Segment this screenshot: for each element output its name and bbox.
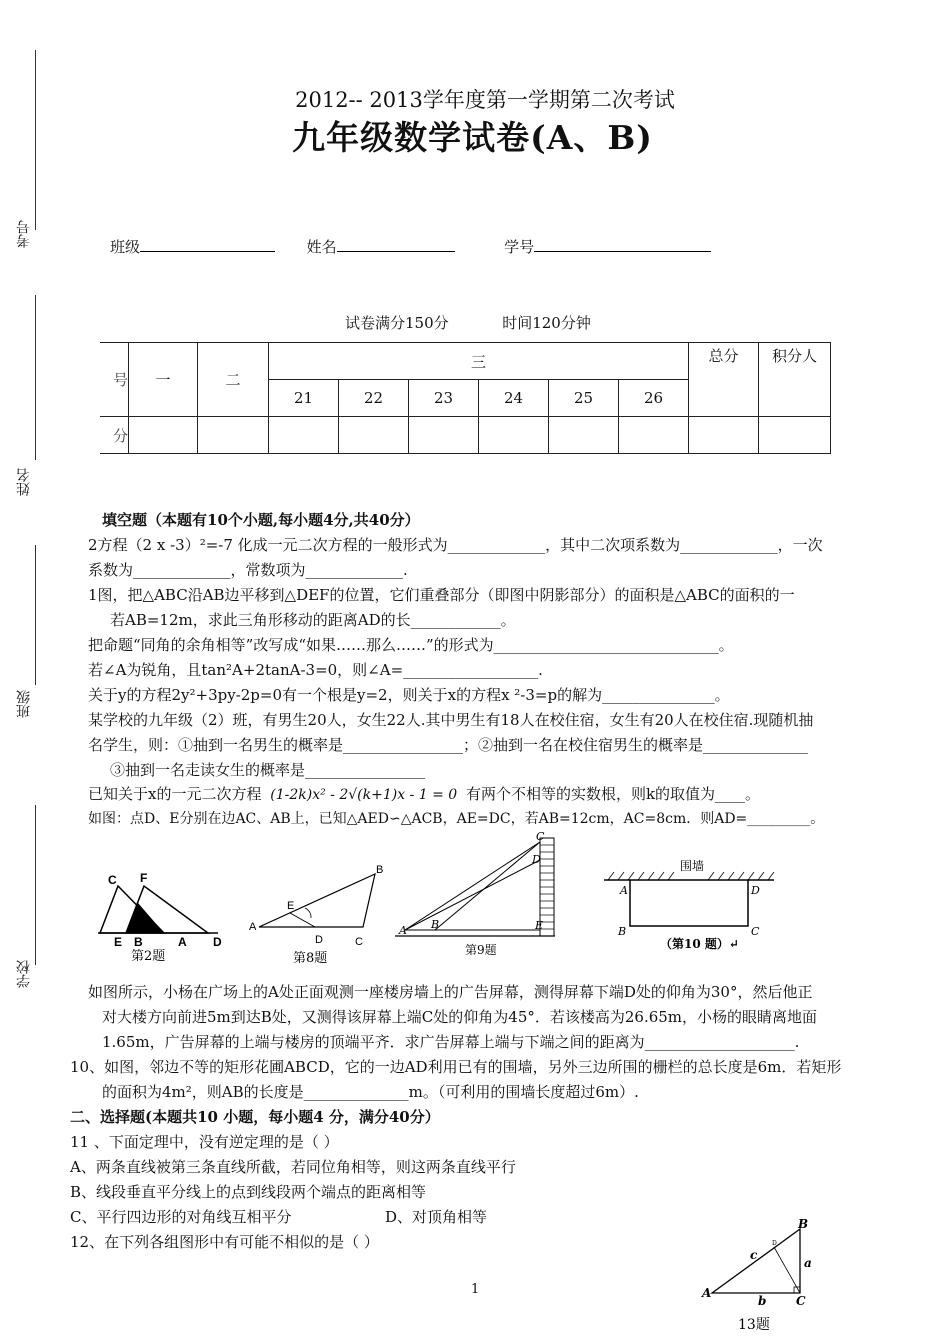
margin-label-class: 班级	[16, 690, 32, 718]
label-d: D	[751, 884, 760, 897]
page-number: 1	[471, 1282, 480, 1297]
question-11: 11 、下面定理中，没有逆定理的是（ ）	[70, 1133, 339, 1151]
label-b-side: b	[758, 1294, 767, 1308]
label-d: D	[213, 935, 222, 949]
paper-title: 九年级数学试卷(A、B)	[292, 118, 653, 157]
label-e: E	[535, 919, 544, 932]
question-line: 2方程（2 x -3）²=-7 化成一元二次方程的一般形式为_____________，其中二次项系数为_____________，一次	[88, 536, 823, 554]
question-line: 名学生，则：①抽到一名男生的概率是________________；②抽到一名在校住宿男生的概率是______________	[88, 736, 809, 754]
col-scorer: 积分人	[759, 343, 831, 417]
fig10-caption: （第10 题）↵	[660, 937, 739, 951]
label-b: B	[376, 864, 384, 876]
question-line: 对大楼方向前进5m到达B处，又测得该屏幕上端C处的仰角为45°．若该楼高为26.65m，小杨的眼睛离地面	[102, 1008, 818, 1026]
class-field[interactable]	[140, 237, 275, 252]
col-3: 三	[269, 343, 689, 380]
sub-col-23: 23	[409, 380, 479, 417]
question-line: 若AB=12m，求此三角形移动的距离AD的长____________。	[110, 611, 516, 629]
score-cell[interactable]	[198, 417, 269, 454]
label-f: F	[140, 871, 148, 885]
score-cell[interactable]	[339, 417, 409, 454]
question-line: 某学校的九年级（2）班，有男生20人，女生22人.其中男生有18人在校住宿，女生有20人在校住宿.现随机抽	[88, 711, 814, 729]
question-line: 如图所示，小杨在广场上的A处正面观测一座楼房墙上的广告屏幕，测得屏幕下端D处的仰角为30°，然后他正	[88, 983, 813, 1001]
score-table	[100, 342, 831, 454]
exam-info	[345, 312, 591, 333]
figure-9	[395, 830, 565, 960]
score-cell[interactable]	[479, 417, 549, 454]
question-line: 系数为_____________，常数项为_____________.	[88, 561, 408, 579]
score-cell[interactable]	[759, 417, 831, 454]
label-b: B	[618, 925, 627, 938]
exam-time: 时间120分钟	[502, 314, 591, 332]
score-cell[interactable]	[409, 417, 479, 454]
class-label: 班级	[110, 238, 141, 256]
label-d: D	[315, 934, 323, 946]
figure-13	[700, 1215, 820, 1335]
label-a-side: a	[804, 1256, 812, 1270]
score-cell[interactable]	[619, 417, 689, 454]
question-line: 把命题“同角的余角相等”改写成“如果……那么……”的形式为______________________________。	[88, 636, 734, 654]
score-cell[interactable]	[549, 417, 619, 454]
section1-heading: 填空题（本题有10个小题,每小题4分,共40分）	[102, 511, 420, 529]
label-d: D	[772, 1240, 777, 1247]
margin-label-exam-no: 考号	[16, 220, 32, 248]
label-a: A	[178, 935, 187, 949]
question-line: 已知关于x的一元二次方程 (1-2k)x² - 2√(k+1)x - 1 = 0 有两个不相等的实数根，则k的取值为____。	[88, 785, 761, 803]
label-a: A	[702, 1286, 712, 1300]
fig13-caption: 13题	[738, 1317, 770, 1333]
figure-10	[600, 856, 778, 956]
score-cell[interactable]	[689, 417, 759, 454]
question-line: 1.65m，广告屏幕的上端与楼房的顶端平齐．求广告屏幕上端与下端之间的距离为____________________.	[102, 1033, 800, 1051]
fig8-caption: 第8题	[293, 951, 328, 965]
binding-line-2	[35, 295, 36, 460]
table-row-head: 号	[100, 343, 129, 417]
col-2: 二	[198, 343, 269, 417]
question-12: 12、在下列各组图形中有可能不相似的是（ ）	[70, 1233, 379, 1251]
sub-col-22: 22	[339, 380, 409, 417]
label-c: C	[355, 936, 363, 948]
score-row-head: 分	[100, 417, 129, 454]
binding-line-3	[35, 545, 36, 685]
label-c: C	[796, 1294, 806, 1308]
binding-line-4	[35, 805, 36, 965]
label-c-side: c	[750, 1248, 758, 1262]
name-field[interactable]	[337, 237, 455, 252]
question-line: 10、如图，邻边不等的矩形花圃ABCD，它的一边AD利用已有的围墙，另外三边所围的栅栏的总长度是6m．若矩形	[70, 1058, 842, 1076]
option-b: B、线段垂直平分线上的点到线段两个端点的距离相等	[70, 1183, 427, 1201]
score-cell[interactable]	[269, 417, 339, 454]
exam-title: 2012-- 2013学年度第一学期第二次考试	[295, 88, 675, 112]
option-a: A、两条直线被第三条直线所截，若同位角相等，则这两条直线平行	[70, 1158, 516, 1176]
sub-col-24: 24	[479, 380, 549, 417]
question-line: 1图，把△ABC沿AB边平移到△DEF的位置，它们重叠部分（即图中阴影部分）的面积是△ABC的面积的一	[88, 586, 795, 604]
question-line: ③抽到一名走读女生的概率是________________	[110, 761, 426, 779]
name-label: 姓名	[306, 238, 337, 256]
label-a: A	[620, 884, 628, 897]
fig2-caption: 第2题	[131, 949, 166, 963]
sub-col-25: 25	[549, 380, 619, 417]
label-c: C	[751, 925, 760, 938]
label-d: D	[532, 853, 541, 866]
score-cell[interactable]	[129, 417, 198, 454]
full-score: 试卷满分150分	[345, 314, 449, 332]
id-label: 学号	[504, 238, 535, 256]
label-e: E	[114, 935, 123, 949]
section2-heading: 二、选择题(本题共10 小题，每小题4 分，满分40分）	[70, 1108, 440, 1126]
col-1: 一	[129, 343, 198, 417]
option-c: C、平行四边形的对角线互相平分	[70, 1208, 292, 1226]
question-line: 如图：点D、E分别在边AC、AB上，已知△AED∽△ACB，AE=DC，若AB=12cm，AC=8cm．则AD=_________。	[88, 811, 825, 827]
equation: (1-2k)x² - 2√(k+1)x - 1 = 0	[270, 787, 458, 803]
question-line: 若∠A为锐角，且tan²A+2tanA-3=0，则∠A=__________________.	[88, 661, 543, 679]
label-b: B	[431, 918, 440, 931]
margin-label-school: 学校	[16, 960, 32, 988]
sub-col-21: 21	[269, 380, 339, 417]
id-field[interactable]	[534, 237, 711, 252]
label-a: A	[399, 924, 407, 937]
question-line: 的面积为4m²，则AB的长度是______________m。（可利用的围墙长度超过6m）.	[102, 1083, 639, 1101]
label-c: C	[108, 873, 117, 887]
wall-label: 围墙	[680, 859, 705, 873]
fig9-caption: 第9题	[465, 943, 497, 957]
question-line: 关于y的方程2y²+3py-2p=0有一个根是y=2，则关于x的方程x ²-3=p的解为_______________。	[88, 686, 730, 704]
student-info	[110, 236, 711, 257]
label-a: A	[249, 921, 257, 933]
label-b: B	[134, 935, 143, 949]
figure-2	[98, 868, 233, 963]
label-b: B	[798, 1217, 809, 1231]
figure-8	[245, 860, 395, 965]
option-d: D、对顶角相等	[385, 1208, 488, 1226]
margin-label-name: 姓名	[16, 468, 32, 496]
label-c: C	[536, 830, 545, 843]
sub-col-26: 26	[619, 380, 689, 417]
col-total: 总分	[689, 343, 759, 417]
label-e: E	[287, 900, 295, 912]
